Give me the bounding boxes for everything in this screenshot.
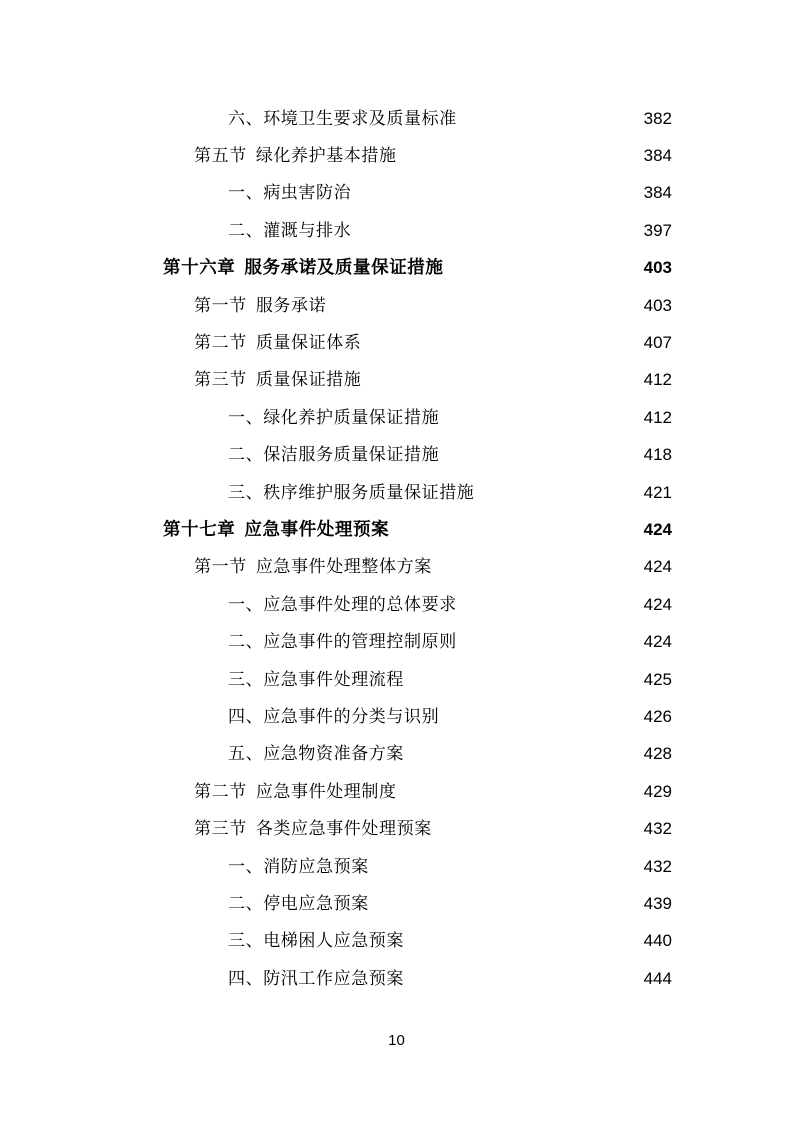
- toc-entry-page: 418: [643, 445, 672, 465]
- toc-entry-page: 424: [643, 557, 672, 577]
- toc-entry-title: [194, 145, 397, 167]
- dot-leader: [354, 220, 640, 242]
- toc-entry-title: [228, 182, 351, 204]
- toc-entry-page: 397: [643, 220, 672, 240]
- toc-subsection-entry[interactable]: [0, 885, 793, 922]
- toc-entry-text: 电梯困人应急预案: [263, 931, 405, 952]
- toc-entry-page: 424: [643, 594, 672, 614]
- toc-entry-text: 应急物资准备方案: [263, 744, 405, 765]
- toc-entry-title: [228, 220, 351, 242]
- toc-entry-number: 一、: [228, 856, 264, 877]
- dot-leader: [442, 706, 640, 728]
- toc-entry-page: 425: [643, 669, 672, 689]
- toc-entry-number: 二、: [228, 893, 264, 914]
- dot-leader: [460, 594, 640, 616]
- toc-entry-title: [194, 369, 361, 391]
- toc-entry-title: [163, 519, 389, 541]
- toc-entry-text: 质量保证体系: [255, 333, 362, 354]
- toc-entry-title: [194, 818, 432, 840]
- toc-entry-page: 444: [643, 968, 672, 988]
- toc-entry-number: 第十六章: [163, 258, 236, 279]
- toc-entry-number: 二、: [228, 445, 264, 466]
- toc-chapter-entry[interactable]: [0, 511, 793, 548]
- toc-entry-title: [228, 893, 369, 915]
- toc-entry-title: [163, 257, 444, 279]
- toc-entry-page: 412: [643, 407, 672, 427]
- toc-entry-text: 应急事件的管理控制原则: [263, 632, 457, 653]
- toc-entry-title: [194, 556, 432, 578]
- toc-entry-page: 426: [643, 706, 672, 726]
- toc-chapter-entry[interactable]: [0, 250, 793, 287]
- page-number: 10: [388, 1032, 405, 1049]
- dot-leader: [435, 818, 640, 840]
- dot-leader: [372, 893, 640, 915]
- dot-leader: [407, 930, 640, 952]
- toc-entry-title: [228, 968, 404, 990]
- toc-subsection-entry[interactable]: [0, 623, 793, 660]
- toc-entry-page: 428: [643, 744, 672, 764]
- toc-subsection-entry[interactable]: [0, 175, 793, 212]
- toc-entry-number: 四、: [228, 968, 264, 989]
- toc-entry-number: 一、: [228, 407, 264, 428]
- toc-entry-title: [228, 482, 474, 504]
- toc-subsection-entry[interactable]: [0, 212, 793, 249]
- toc-entry-page: 424: [643, 519, 672, 539]
- toc-entry-text: 停电应急预案: [263, 893, 369, 914]
- dot-leader: [400, 781, 640, 803]
- toc-entry-page: 382: [643, 108, 672, 128]
- toc-entry-number: 第一节: [194, 557, 247, 578]
- toc-entry-page: 403: [643, 295, 672, 315]
- toc-entry-number: 第十七章: [163, 519, 236, 540]
- toc-subsection-entry[interactable]: [0, 698, 793, 735]
- toc-entry-page: 384: [643, 146, 672, 166]
- toc-section-entry[interactable]: [0, 324, 793, 361]
- toc-entry-number: 第一节: [194, 295, 247, 316]
- toc-entry-title: [228, 856, 369, 878]
- toc-entry-number: 二、: [228, 220, 264, 241]
- toc-entry-text: 绿化养护质量保证措施: [263, 407, 440, 428]
- toc-entry-page: 440: [643, 931, 672, 951]
- dot-leader: [407, 968, 640, 990]
- toc-entry-text: 质量保证措施: [255, 370, 362, 391]
- toc-entry-page: 421: [643, 482, 672, 502]
- toc-subsection-entry[interactable]: [0, 661, 793, 698]
- dot-leader: [447, 257, 640, 279]
- toc-entry-number: 三、: [228, 669, 264, 690]
- dot-leader: [407, 743, 640, 765]
- toc-entry-title: [228, 669, 404, 691]
- dot-leader: [460, 631, 640, 653]
- toc-entry-page: 384: [643, 183, 672, 203]
- toc-entry-text: 秩序维护服务质量保证措施: [263, 482, 475, 503]
- toc-entry-text: 防汛工作应急预案: [263, 968, 405, 989]
- dot-leader: [477, 482, 640, 504]
- dot-leader: [407, 669, 640, 691]
- toc-entry-text: 应急事件处理制度: [255, 781, 397, 802]
- toc-entry-title: [228, 108, 457, 130]
- toc-subsection-entry[interactable]: [0, 848, 793, 885]
- toc-entry-title: [228, 407, 439, 429]
- toc-subsection-entry[interactable]: [0, 474, 793, 511]
- toc-entry-number: 第三节: [194, 370, 247, 391]
- toc-entry-text: 应急事件处理预案: [244, 519, 390, 540]
- toc-subsection-entry[interactable]: [0, 100, 793, 137]
- toc-subsection-entry[interactable]: [0, 736, 793, 773]
- dot-leader: [392, 519, 640, 541]
- dot-leader: [442, 444, 640, 466]
- dot-leader: [364, 332, 640, 354]
- toc-subsection-entry[interactable]: [0, 437, 793, 474]
- toc-entry-title: [228, 930, 404, 952]
- toc-entry-title: [228, 743, 404, 765]
- toc-entry-text: 各类应急事件处理预案: [255, 819, 432, 840]
- toc-entry-number: 六、: [228, 108, 264, 129]
- toc-entry-title: [228, 631, 457, 653]
- toc-entry-text: 灌溉与排水: [263, 220, 352, 241]
- toc-entry-text: 消防应急预案: [263, 856, 369, 877]
- table-of-contents: [0, 100, 793, 997]
- dot-leader: [372, 856, 640, 878]
- toc-section-entry[interactable]: [0, 362, 793, 399]
- dot-leader: [400, 145, 640, 167]
- toc-entry-number: 第二节: [194, 333, 247, 354]
- toc-entry-number: 一、: [228, 594, 264, 615]
- toc-entry-page: 429: [643, 781, 672, 801]
- toc-entry-text: 保洁服务质量保证措施: [263, 445, 440, 466]
- toc-entry-page: 432: [643, 819, 672, 839]
- toc-entry-number: 一、: [228, 183, 264, 204]
- dot-leader: [329, 295, 640, 317]
- toc-section-entry[interactable]: [0, 773, 793, 810]
- toc-entry-number: 四、: [228, 706, 264, 727]
- toc-entry-number: 二、: [228, 632, 264, 653]
- toc-entry-number: 第五节: [194, 146, 247, 167]
- toc-entry-title: [228, 594, 457, 616]
- toc-entry-text: 服务承诺及质量保证措施: [244, 258, 444, 279]
- toc-entry-text: 病虫害防治: [263, 183, 352, 204]
- dot-leader: [364, 369, 640, 391]
- toc-entry-page: 412: [643, 370, 672, 390]
- toc-entry-title: [194, 781, 397, 803]
- toc-entry-text: 绿化养护基本措施: [255, 146, 397, 167]
- dot-leader: [354, 182, 640, 204]
- toc-entry-title: [228, 706, 439, 728]
- toc-entry-page: 424: [643, 632, 672, 652]
- toc-entry-page: 432: [643, 856, 672, 876]
- toc-entry-page: 407: [643, 333, 672, 353]
- toc-entry-number: 五、: [228, 744, 264, 765]
- toc-entry-page: 439: [643, 893, 672, 913]
- dot-leader: [442, 407, 640, 429]
- toc-section-entry[interactable]: [0, 287, 793, 324]
- toc-entry-page: 403: [643, 258, 672, 278]
- dot-leader: [460, 108, 640, 130]
- toc-entry-number: 三、: [228, 482, 264, 503]
- toc-entry-text: 应急事件处理的总体要求: [263, 594, 457, 615]
- toc-entry-number: 第三节: [194, 819, 247, 840]
- toc-entry-text: 服务承诺: [255, 295, 327, 316]
- toc-entry-title: [194, 295, 326, 317]
- toc-section-entry[interactable]: [0, 810, 793, 847]
- toc-subsection-entry[interactable]: [0, 960, 793, 997]
- toc-entry-number: 第二节: [194, 781, 247, 802]
- toc-entry-text: 应急事件处理整体方案: [255, 557, 432, 578]
- toc-entry-text: 环境卫生要求及质量标准: [263, 108, 457, 129]
- toc-entry-text: 应急事件处理流程: [263, 669, 405, 690]
- toc-subsection-entry[interactable]: [0, 586, 793, 623]
- toc-entry-title: [194, 332, 361, 354]
- toc-entry-text: 应急事件的分类与识别: [263, 706, 440, 727]
- toc-section-entry[interactable]: [0, 137, 793, 174]
- dot-leader: [435, 556, 640, 578]
- toc-section-entry[interactable]: [0, 549, 793, 586]
- toc-subsection-entry[interactable]: [0, 923, 793, 960]
- toc-entry-title: [228, 444, 439, 466]
- toc-entry-number: 三、: [228, 931, 264, 952]
- toc-subsection-entry[interactable]: [0, 399, 793, 436]
